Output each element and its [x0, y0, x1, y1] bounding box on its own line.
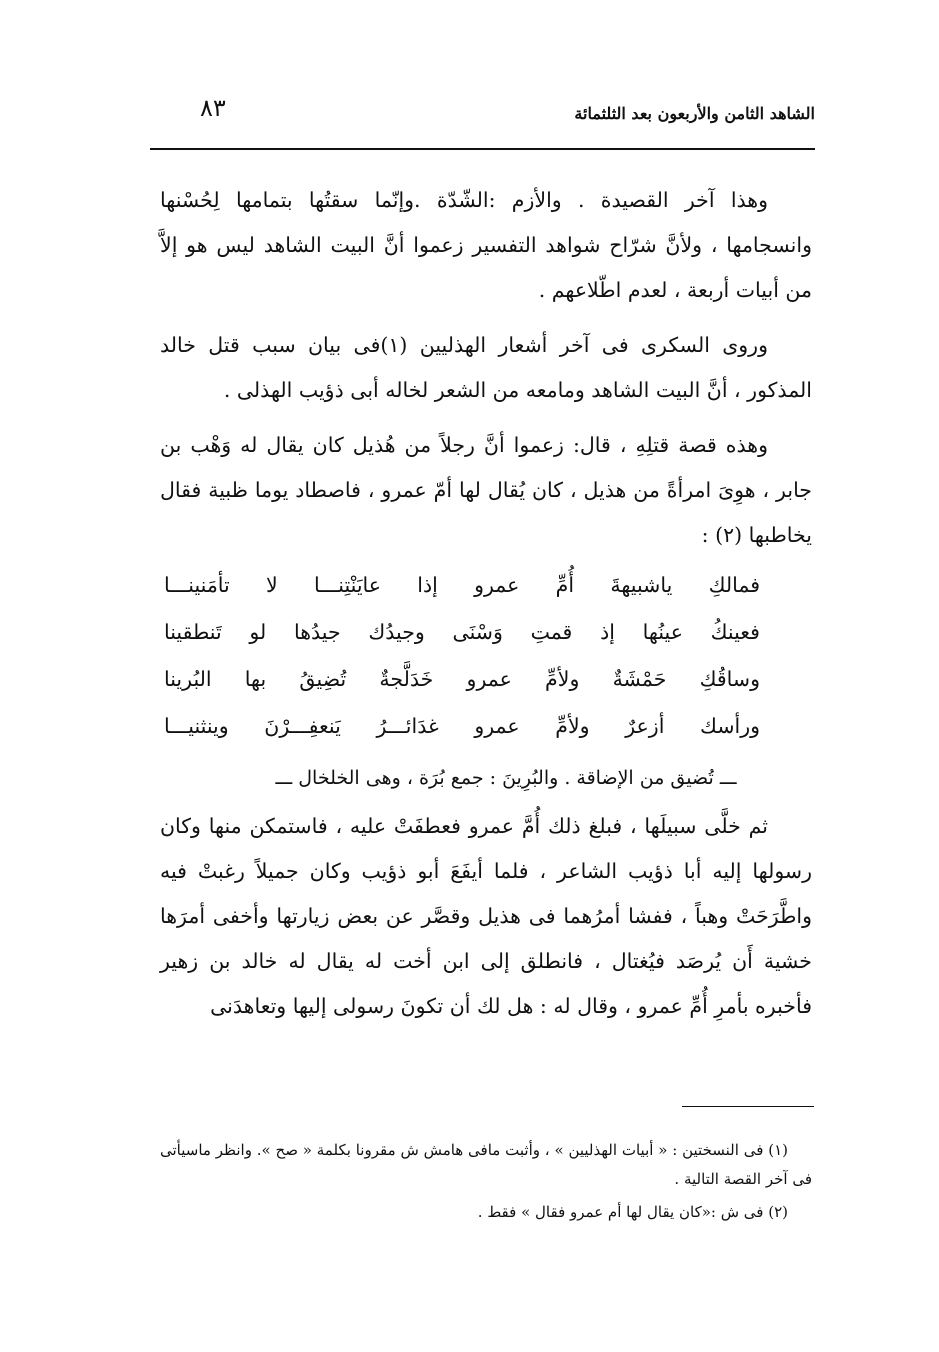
- footnote-1: (١) فى النسختين : « أبيات الهذليين » ، وأثبت مافى هامش ش مقرونا بكلمة « صح ». وانظر ماسيأتى فى آخر القصة التالية .: [160, 1141, 812, 1188]
- verse-line-1: فمالكِ ياشبيهةَ أُمِّ عمرو إذا عايَنْتِنـــا لا تأمَنينـــا: [164, 573, 760, 597]
- paragraph-2: وروى السكرى فى آخر أشعار الهذليين (١)فى بيان سبب قتل خالد المذكور ، أنَّ البيت الشاهد ومامعه من الشعر لخاله أبى ذؤيب الهذلى .: [160, 333, 812, 402]
- paragraph-1: وهذا آخر القصيدة . والأزم :الشّدّة .وإنّما سقتُها بتمامها لِحُسْنها وانسجامها ، ولأنَّ شرّاح شواهد التفسير زعموا أنَّ البيت الشاهد ليس هو إلاَّ من أبيات أربعة ، لعدم اطّلاعهم .: [160, 188, 812, 302]
- page-number: ٨٣: [200, 94, 226, 122]
- header-rule: [150, 148, 815, 150]
- verse-gloss: ـــ تُضيق من الإضاقة . والبُرِينَ : جمع بُرَة ، وهى الخلخال ـــ: [275, 767, 737, 789]
- running-title: الشاهد الثامن والأربعون بعد الثلثمائة: [574, 104, 815, 123]
- page-header: [150, 94, 815, 134]
- main-text: [160, 178, 812, 1029]
- poem-verses: [160, 562, 812, 750]
- footnote-2: (٢) فى ش :«كان يقال لها أم عمرو فقال » فقط .: [477, 1203, 788, 1221]
- paragraph-4: ثم خلَّى سبيلَها ، فبلغ ذلك أُمَّ عمرو فعطفَتْ عليه ، فاستمكن منها وكان رسولها إليه أبا ذؤيب الشاعر ، فلما أيفَعَ أبو ذؤيب وكان جميلاً رغبتْ فيه واطَّرَحَتْ وهباً ، ففشا أمرُهما فى هذيل وقصَّر عن بعض زيارتها وأخفى أمرَها خشية أَن يُرصَد فيُغتال ، فانطلق إلى ابن أخت له يقال له خالد بن زهير فأخبره بأمرِ أُمِّ عمرو ، وقال له : هل لك أن تكونَ رسولى إليها وتعاهدَنى: [160, 814, 812, 1018]
- verse-line-4: ورأسك أزعرٌ ولأمِّ عمرو غدَائـــرُ يَنعفِـــرْنَ وينثنيـــا: [164, 714, 760, 738]
- footnote-rule: [682, 1106, 814, 1107]
- paragraph-3: وهذه قصة قتلِهِ ، قال: زعموا أنَّ رجلاً من هُذيل كان يقال له وَهْب بن جابر ، هوِىَ امرأةً من هذيل ، كان يُقال لها أمّ عمرو ، فاصطاد يوما ظبية فقال يخاطبها (٢) :: [160, 433, 812, 547]
- verse-line-2: فعينكُ عينُها إذ قمتِ وَسْنَى وجيدُك جيدُها لو تَنطقينا: [164, 620, 760, 644]
- verse-line-3: وساقُكِ حَمْشَةٌ ولأمِّ عمرو خَدَلَّجةٌ تُضِيقُ بها البُرينا: [164, 667, 760, 691]
- footnotes: [160, 1136, 812, 1227]
